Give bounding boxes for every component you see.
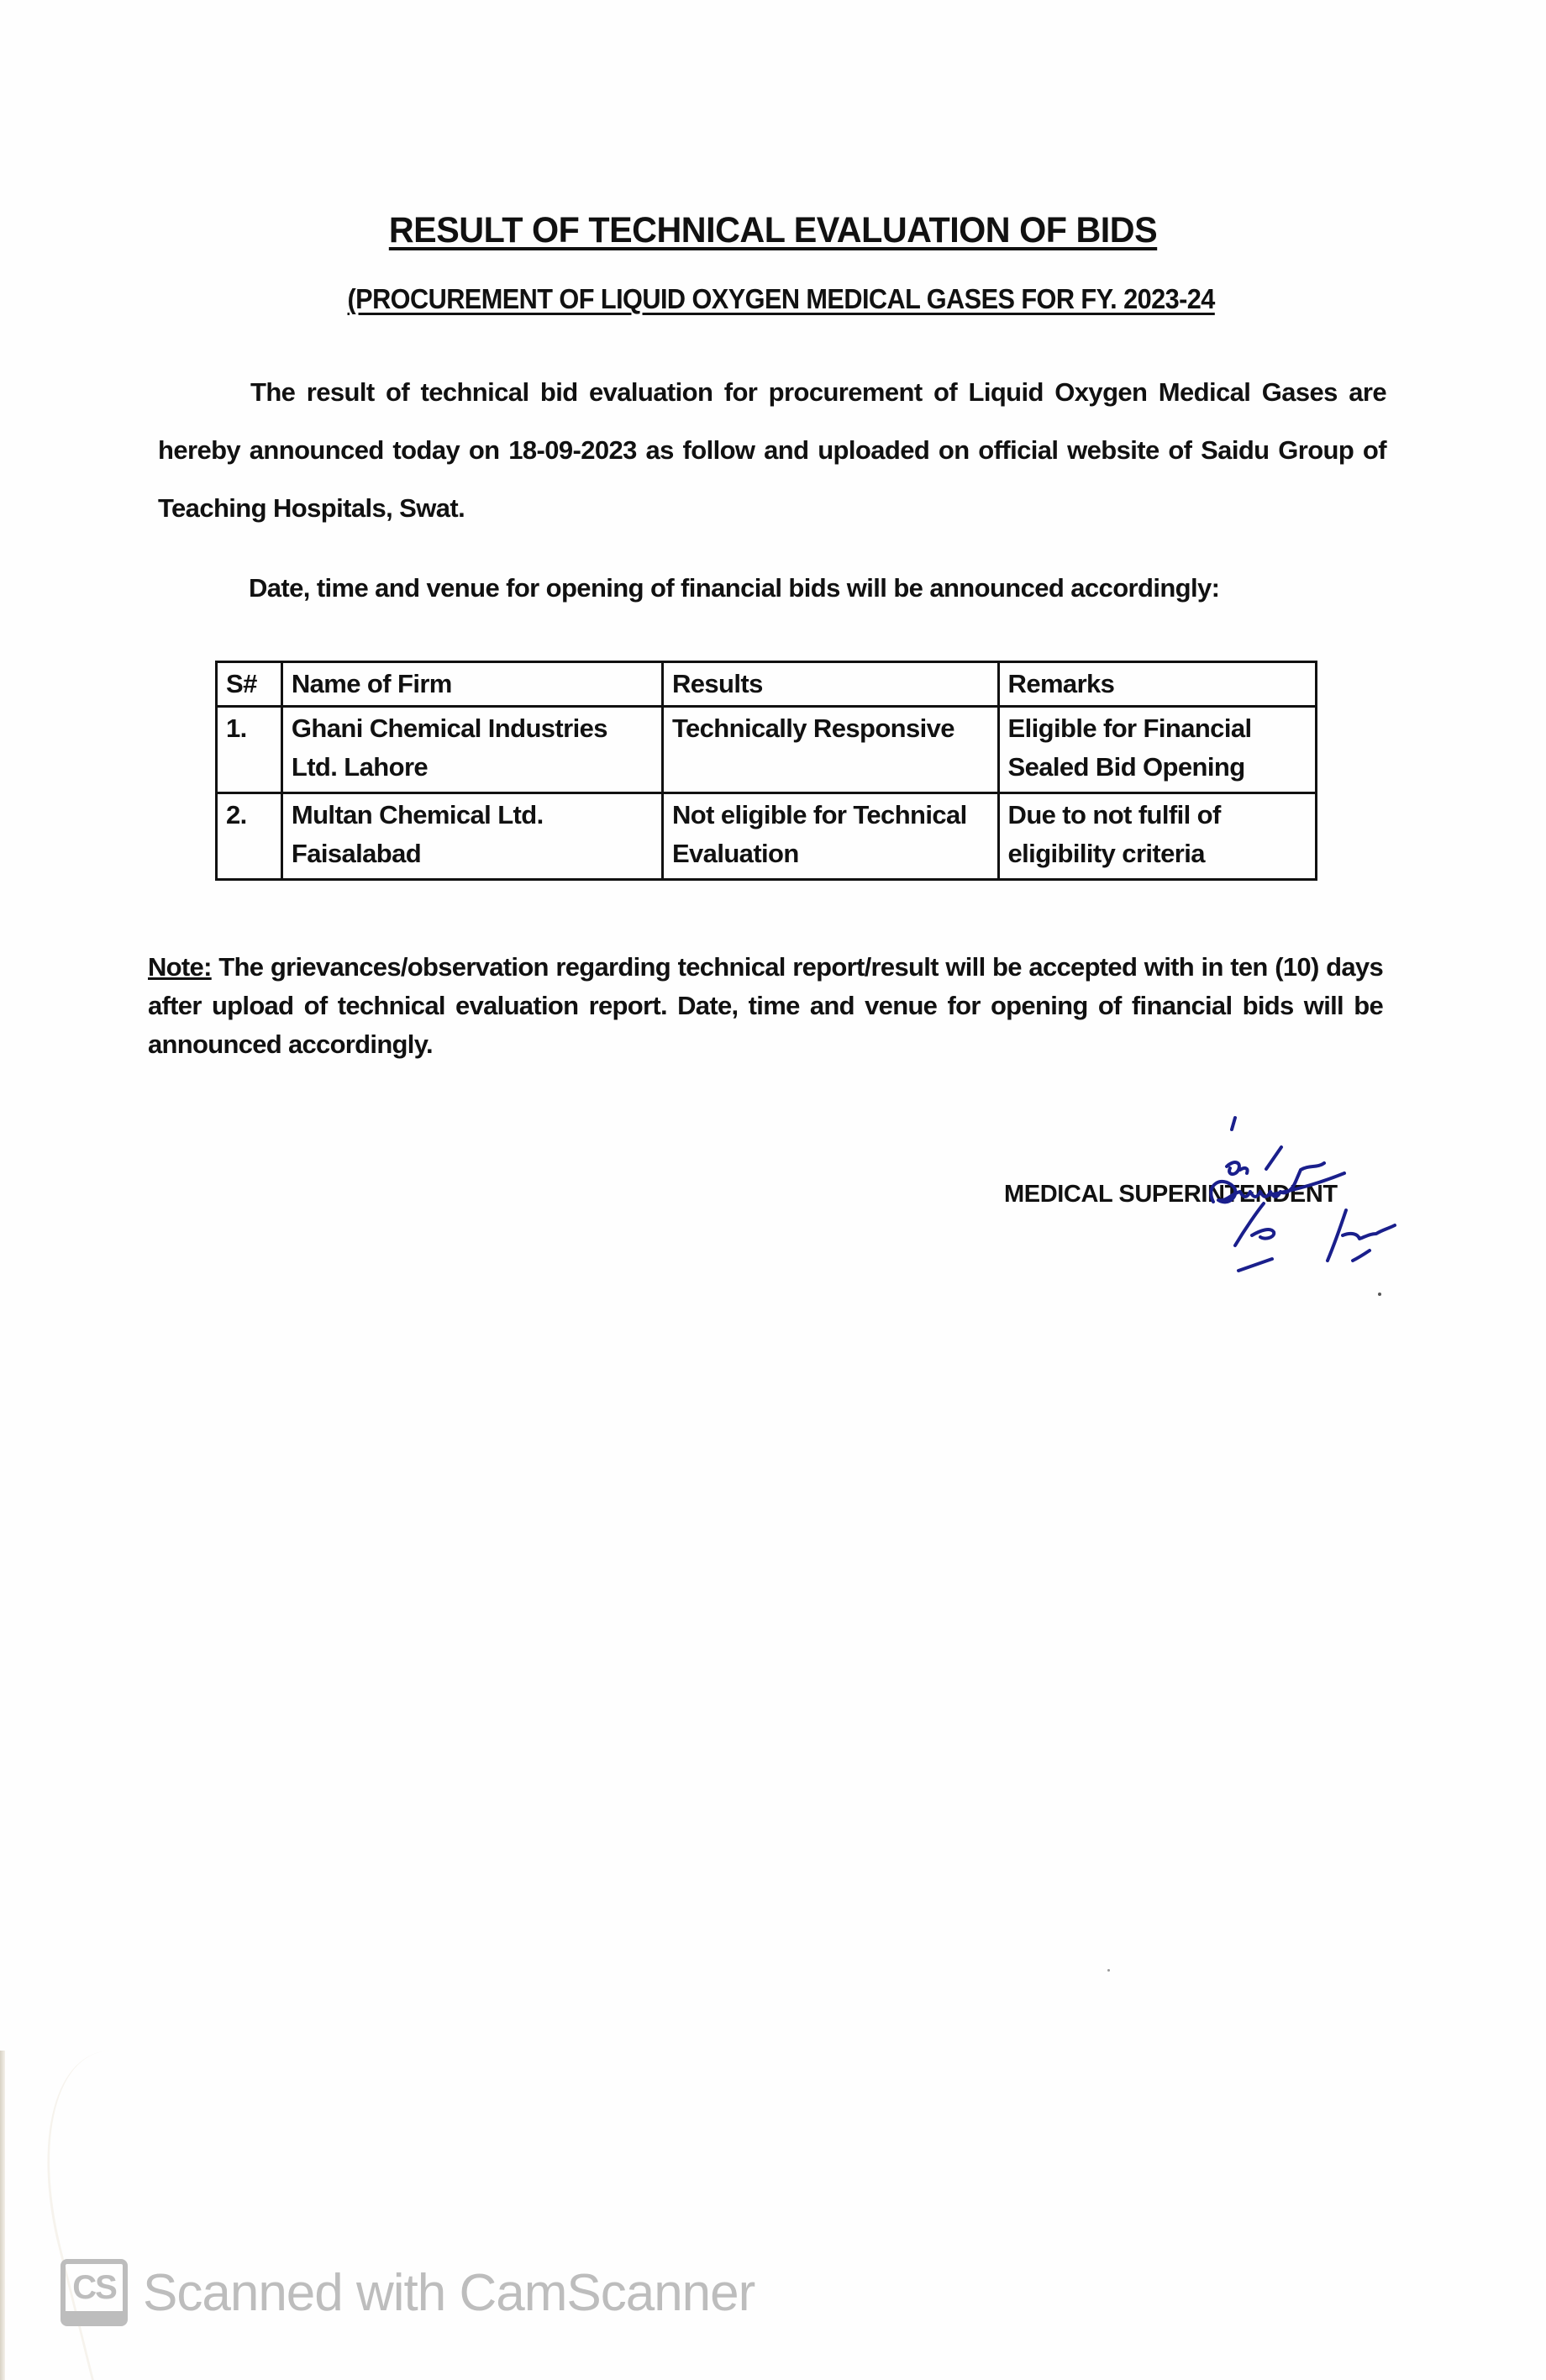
note-paragraph [148, 948, 1383, 1064]
header-sn: S# [217, 662, 282, 707]
intro-paragraph: The result of technical bid evaluation for procurement of Liquid Oxygen Medical Gases are hereby announced today on 18-09-2023 as follow and uploaded on official website of Saidu Group of Teaching Hospitals, Swat. [158, 377, 1386, 523]
cell-sn: 1. [217, 707, 282, 793]
document-title: RESULT OF TECHNICAL EVALUATION OF BIDS [388, 210, 1158, 250]
scan-speck [1378, 1293, 1381, 1296]
header-results: Results [662, 662, 998, 707]
cell-results: Technically Responsive [662, 707, 998, 793]
paper-crease [9, 2051, 262, 2380]
handwritten-signature-icon [1202, 1101, 1420, 1286]
results-table [215, 661, 1317, 881]
table-header-row [217, 662, 1317, 707]
cell-firm: Ghani Chemical Industries Ltd. Lahore [281, 707, 662, 793]
cell-remarks: Eligible for Financial Sealed Bid Opening [998, 707, 1316, 793]
header-firm: Name of Firm [281, 662, 662, 707]
signatory-title: MEDICAL SUPERINTENDENT [1004, 1181, 1338, 1208]
table-row [217, 793, 1317, 880]
scan-speck [1107, 1969, 1110, 1972]
note-text: The grievances/observation regarding technical report/result will be accepted with in ten (10) days after upload of technical evaluation report. Date, time and venue for opening of financial bids will be announced accordingly. [148, 952, 1383, 1059]
document-subtitle: (PROCUREMENT OF LIQUID OXYGEN MEDICAL GASES FOR FY. 2023-24 [347, 283, 1215, 314]
table-row [217, 707, 1317, 793]
camscanner-logo-icon: CS [60, 2259, 128, 2326]
cell-firm: Multan Chemical Ltd. Faisalabad [281, 793, 662, 880]
camscanner-watermark [60, 2255, 755, 2330]
cell-sn: 2. [217, 793, 282, 880]
cell-results: Not eligible for Technical Evaluation [662, 793, 998, 880]
cell-remarks: Due to not fulfil of eligibility criteria [998, 793, 1316, 880]
watermark-text: Scanned with CamScanner [143, 2263, 755, 2322]
header-remarks: Remarks [998, 662, 1316, 707]
announcement-paragraph: Date, time and venue for opening of financial bids will be announced accordingly: [249, 573, 1220, 603]
page-edge-shadow [0, 2051, 5, 2380]
note-label: Note: [148, 952, 212, 982]
